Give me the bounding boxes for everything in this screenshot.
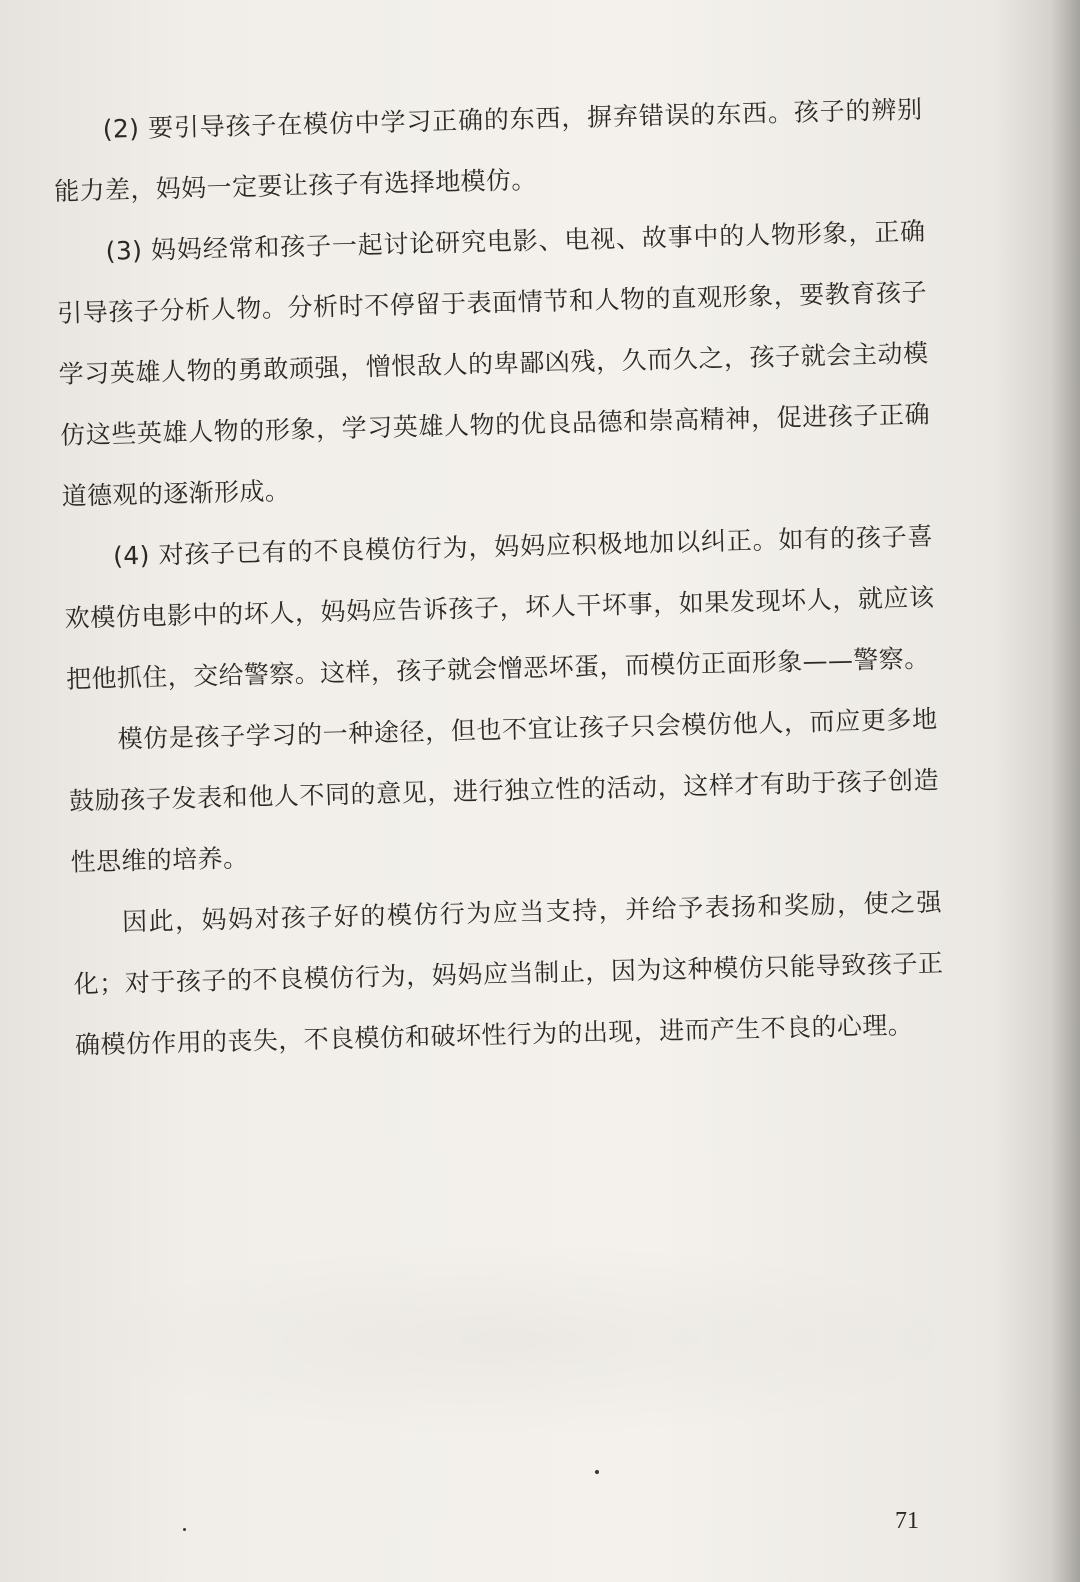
paragraph-2: (2) 要引导孩子在模仿中学习正确的东西，摒弃错误的东西。孩子的辨别能力差，妈妈一定要让孩子有选择地模仿。	[53, 94, 923, 206]
page-edge-shadow	[1050, 0, 1080, 1582]
paragraph-4: (4) 对孩子已有的不良模仿行为，妈妈应积极地加以纠正。如有的孩子喜欢模仿电影中的坏人，妈妈应告诉孩子，坏人干坏事，如果发现坏人，就应该把他抓住，交给警察。这样，孩子就会憎恶坏蛋，而模仿正面形象——警察。	[64, 521, 935, 694]
paragraph-imitation: 模仿是孩子学习的一种途径，但也不宜让孩子只会模仿他人，而应更多地鼓励孩子发表和他人不同的意见，进行独立性的活动，这样才有助于孩子创造性思维的培养。	[68, 704, 940, 877]
paragraph-3: (3) 妈妈经常和孩子一起讨论研究电影、电视、故事中的人物形象，正确引导孩子分析人物。分析时不停留于表面情节和人物的直观形象，要教育孩子学习英雄人物的勇敢顽强，憎恨敌人的卑鄙凶残，久而久之，孩子就会主动模仿这些英雄人物的形象，学习英雄人物的优良品德和崇高精神，促进孩子正确道德观的逐渐形成。	[56, 216, 931, 511]
paper-speck	[595, 1470, 599, 1474]
paper-speck	[183, 1528, 186, 1531]
page-number: 71	[895, 1508, 919, 1534]
show-through-shading	[70, 1240, 970, 1440]
body-text	[52, 79, 946, 1076]
paragraph-conclusion: 因此，妈妈对孩子好的模仿行为应当支持，并给予表扬和奖励，使之强化；对于孩子的不良模仿行为，妈妈应当制止，因为这种模仿只能导致孩子正确模仿作用的丧失，不良模仿和破坏性行为的出现，进而产生不良的心理。	[73, 887, 944, 1060]
